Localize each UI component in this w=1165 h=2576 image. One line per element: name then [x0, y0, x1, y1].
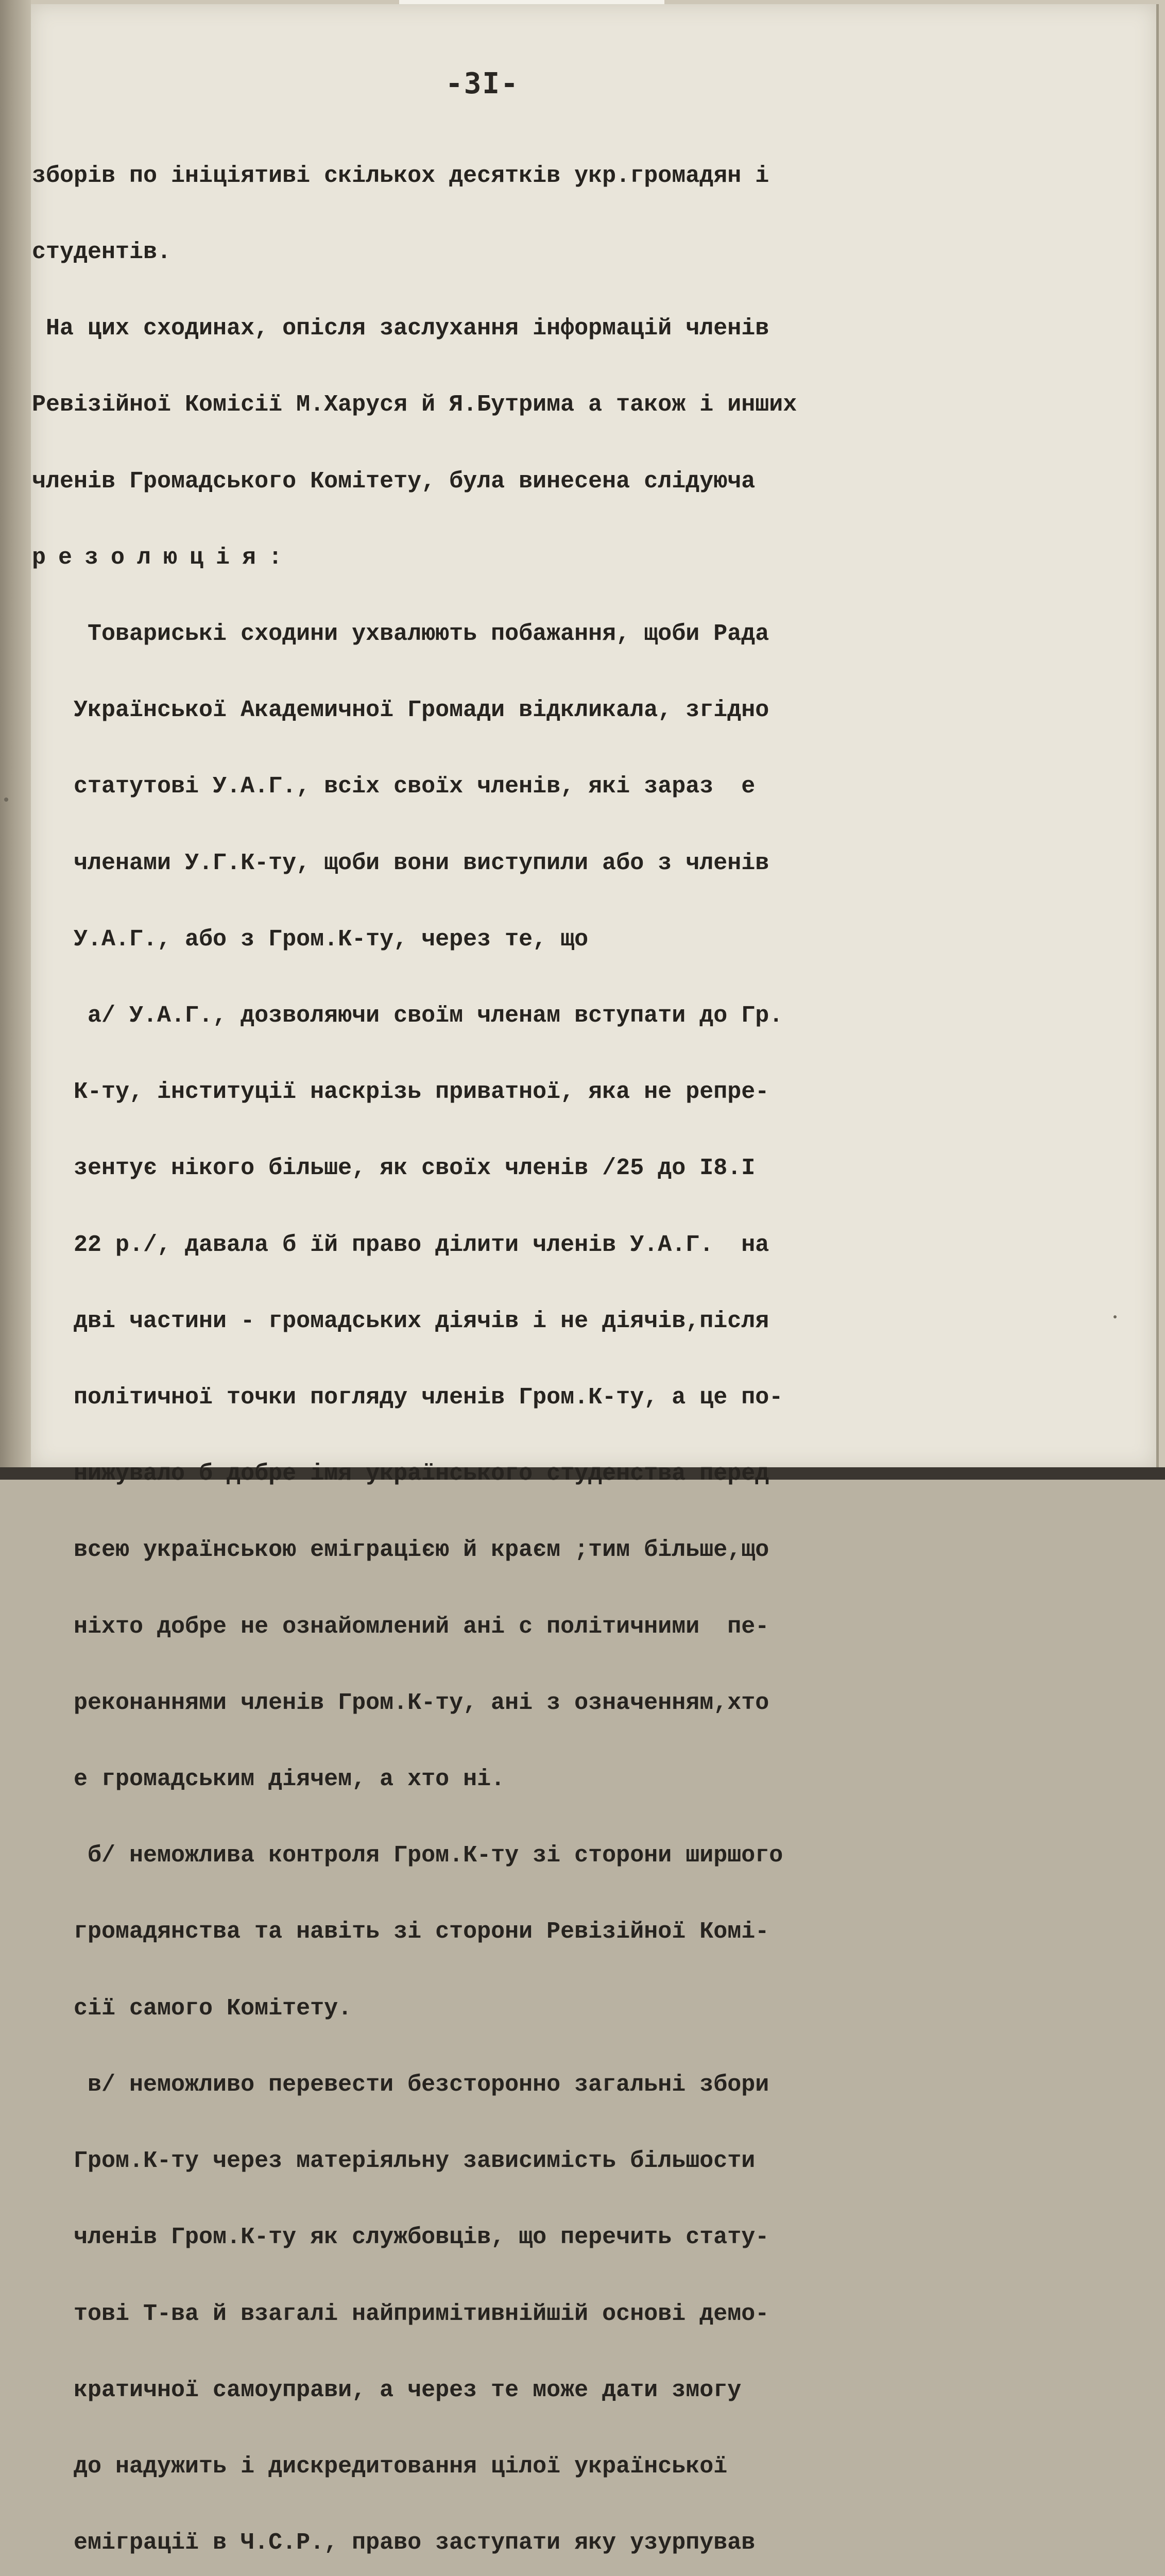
page-edge: [1156, 4, 1159, 1468]
text-line: сії самого Комітету.: [32, 1995, 352, 2022]
text-line: всею українською еміграцією й краєм ;тим більше,що: [32, 1537, 769, 1563]
text-line: статутові У.А.Г., всіх своїх членів, які зараз е: [32, 774, 756, 800]
text-line: нижувало б добре імя українського студенства перед: [32, 1461, 769, 1487]
text-line: членів Гром.К-ту як службовців, що перечить стату-: [32, 2225, 769, 2250]
text-line: тові Т-ва й взагалі найпримітивнійшій основі демо-: [32, 2301, 769, 2327]
text-line: Гром.К-ту через матеріяльну зависимість більшости: [32, 2148, 756, 2174]
text-line: членів Громадського Комітету, була винесена слідуюча: [32, 468, 756, 495]
text-line: еміграції в Ч.С.Р., право заступати яку узурпував: [32, 2530, 756, 2556]
text-line: ніхто добре не ознайомлений ані с політичними пе-: [32, 1614, 769, 1640]
paper-tab: [399, 0, 664, 4]
text-line: У.А.Г., або з Гром.К-ту, через те, що: [32, 926, 589, 953]
text-line: кратичної самоуправи, а через те може дати змогу: [32, 2377, 742, 2403]
text-line: реконаннями членів Гром.К-ту, ані з означенням,хто: [32, 1690, 769, 1716]
text-line: На цих сходинах, опісля заслухання інформацій членів: [32, 316, 769, 342]
text-line: до надужить і дискредитовання цілої української: [32, 2453, 728, 2480]
text-line: громадянства та навіть зі сторони Ревізійної Комі-: [32, 1919, 769, 1945]
text-line: студентів.: [32, 240, 172, 265]
text-line: Ревізійної Комісії М.Харуся й Я.Бутрима а також і инших: [32, 392, 797, 418]
text-line: 22 р./, давала б їй право ділити членів У.А.Г. на: [32, 1232, 769, 1258]
text-line: зборів по ініціятиві скількох десятків укр.громадян і: [32, 163, 769, 189]
document-body: [32, 112, 1119, 2576]
text-line: членами У.Г.К-ту, щоби вони виступили або з членів: [32, 850, 769, 876]
text-line: К-ту, інституції наскрізь приватної, яка не репре-: [32, 1079, 769, 1105]
text-line: в/ неможливо перевести безсторонно загальні збори: [32, 2072, 769, 2098]
text-line: Української Академичної Громади відкликала, згідно: [32, 698, 769, 723]
page-number: -3I-: [446, 67, 519, 100]
text-line: зентує нікого більше, як своїх членів /25 до І8.І: [32, 1156, 756, 1181]
text-line: політичної точки погляду членів Гром.К-ту, а це по-: [32, 1385, 783, 1411]
paper-speck: [4, 798, 8, 802]
text-line: б/ неможлива контроля Гром.К-ту зі сторони ширшого: [32, 1843, 783, 1869]
text-line: дві частини - громадських діячів і не діячів,після: [32, 1308, 769, 1334]
text-line: а/ У.А.Г., дозволяючи своїм членам вступати до Гр.: [32, 1003, 783, 1029]
resolution-heading: резолюція:: [32, 545, 295, 571]
text-line: е громадським діячем, а хто ні.: [32, 1767, 505, 1792]
text-line: Товариські сходини ухвалюють побажання, щоби Рада: [32, 621, 769, 647]
book-binding-shadow: [0, 0, 31, 1480]
